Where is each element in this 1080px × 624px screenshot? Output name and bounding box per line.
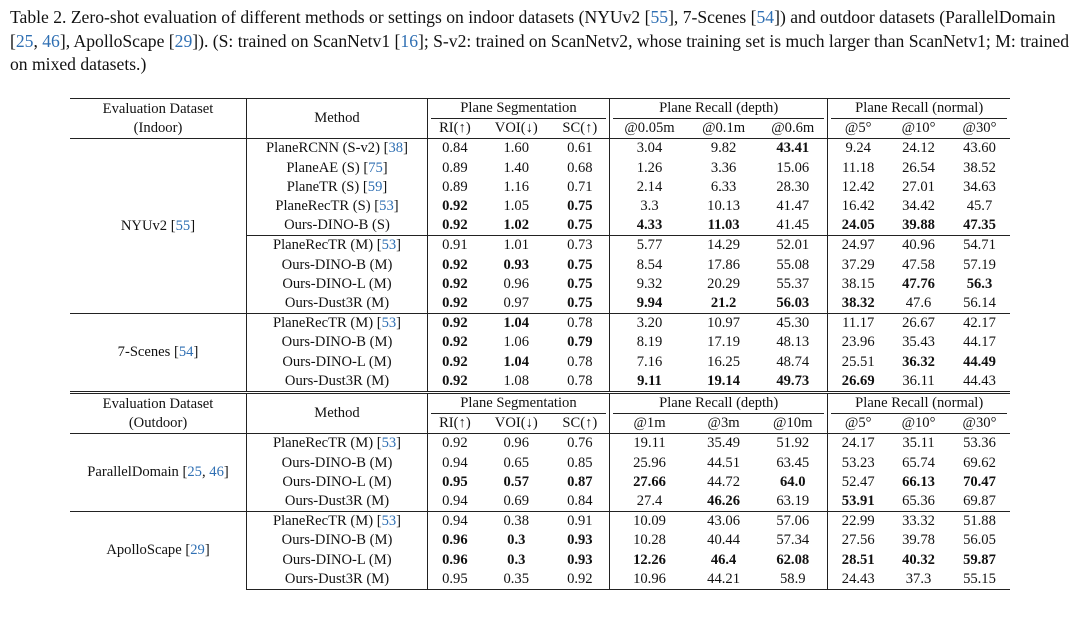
metric-value: 1.04	[482, 314, 551, 334]
metric-value: 0.92	[551, 570, 610, 590]
metric-value: 1.16	[503, 178, 530, 195]
metric-value: 28.51	[828, 551, 888, 570]
metric-value: 17.19	[707, 334, 741, 351]
metric-value: 37.3	[888, 570, 949, 590]
metric-value: 35.43	[902, 334, 935, 351]
method-name: Ours-Dust3R (M)	[247, 372, 428, 393]
metric-value: 41.47	[776, 198, 810, 215]
dataset-name: ParallelDomain [25, 46]	[70, 434, 247, 512]
metric-value: 0.97	[503, 295, 530, 312]
metric-value: 55.08	[776, 256, 810, 273]
citation-link[interactable]: 53	[379, 198, 394, 215]
metric-value: 0.91	[551, 512, 610, 532]
metric-value: 38.32	[828, 294, 888, 314]
metric-value: 28.30	[776, 178, 810, 195]
citation-link[interactable]: 29	[174, 30, 193, 51]
outdoor-header-row	[70, 393, 1010, 415]
method-name: PlaneRecTR (M) [53]	[247, 512, 428, 532]
metric-value: 69.62	[963, 454, 996, 471]
metric-column-header: SC(↑)	[562, 120, 598, 137]
method-name: Ours-Dust3R (M)	[247, 570, 428, 590]
metric-value: 26.67	[888, 314, 949, 334]
citation-link[interactable]: 16	[400, 30, 418, 51]
metric-column-header: @1m	[609, 414, 689, 434]
metric-column-header: @10°	[901, 120, 936, 137]
metric-value: 11.18	[828, 159, 888, 178]
metric-column-header: @0.1m	[702, 120, 746, 137]
metric-value: 44.72	[707, 473, 741, 490]
metric-value: 44.51	[707, 454, 741, 471]
metric-value: 47.58	[902, 256, 935, 273]
metric-value: 40.44	[707, 532, 741, 549]
metric-value: 39.88	[902, 217, 935, 234]
indoor-header-row	[70, 99, 1010, 120]
metric-value: 25.51	[828, 353, 888, 372]
metric-value: 2.14	[609, 178, 689, 197]
metric-value: 24.43	[828, 570, 888, 590]
metric-value: 0.75	[567, 275, 593, 292]
metric-value: 57.34	[776, 532, 810, 549]
metric-value: 34.63	[963, 178, 996, 195]
metric-value: 1.26	[609, 159, 689, 178]
metric-value: 0.92	[428, 275, 482, 294]
metric-value: 48.74	[776, 353, 810, 370]
metric-column-header: @10m	[773, 415, 813, 432]
metric-value: 0.96	[503, 275, 530, 292]
metric-value: 36.11	[902, 372, 935, 389]
method-name: PlaneRecTR (M) [53]	[247, 236, 428, 256]
metric-value: 41.45	[776, 217, 810, 234]
metric-value: 27.4	[609, 492, 689, 512]
metric-value: 35.11	[888, 434, 949, 454]
table-row	[70, 512, 1010, 532]
metric-value: 3.20	[609, 314, 689, 334]
table-row	[70, 139, 1010, 159]
metric-value: 0.78	[567, 372, 593, 389]
metric-value: 46.4	[710, 551, 737, 568]
metric-column-header: @5°	[828, 119, 888, 139]
metric-value: 0.78	[567, 353, 593, 370]
metric-value: 65.36	[902, 493, 935, 510]
metric-value: 8.19	[609, 333, 689, 352]
metric-value: 24.17	[828, 434, 888, 454]
method-name: Ours-DINO-B (M)	[247, 454, 428, 473]
metric-value: 0.96	[428, 551, 482, 570]
method-name: Ours-DINO-L (M)	[247, 275, 428, 294]
metric-value: 53.91	[828, 492, 888, 512]
metric-value: 54.71	[949, 236, 1010, 256]
metric-value: 47.76	[902, 275, 935, 292]
metric-value: 0.92	[428, 197, 482, 216]
method-name: Ours-DINO-L (M)	[247, 473, 428, 492]
metric-group-header: Plane Segmentation	[428, 99, 610, 120]
metric-value: 3.3	[609, 197, 689, 216]
metric-column-header: @0.05m	[609, 119, 689, 139]
metric-value: 0.35	[482, 570, 551, 590]
metric-value: 53.36	[949, 434, 1010, 454]
metric-value: 15.06	[776, 159, 810, 176]
citation-link[interactable]: 29	[190, 542, 205, 559]
metric-value: 0.85	[567, 454, 593, 471]
metric-value: 0.69	[503, 493, 530, 510]
metric-value: 44.21	[689, 570, 758, 590]
metric-value: 47.35	[963, 217, 996, 234]
metric-value: 1.01	[482, 236, 551, 256]
metric-value: 1.04	[503, 353, 530, 370]
metric-value: 0.3	[507, 551, 526, 568]
metric-value: 37.29	[828, 256, 888, 275]
metric-value: 70.47	[963, 473, 996, 490]
metric-value: 1.02	[503, 217, 530, 234]
table-row	[70, 434, 1010, 454]
metric-group-header: Plane Recall (depth)	[609, 99, 827, 120]
metric-value: 27.01	[902, 178, 935, 195]
metric-value: 55.37	[776, 275, 810, 292]
method-name: PlaneRCNN (S-v2) [38]	[247, 139, 428, 159]
metric-value: 0.93	[567, 551, 593, 568]
metric-value: 0.93	[567, 532, 593, 549]
metric-value: 36.32	[902, 353, 935, 370]
dataset-header: Evaluation Dataset (Outdoor)	[70, 393, 247, 434]
metric-value: 9.11	[609, 372, 689, 393]
metric-value: 0.94	[428, 492, 482, 512]
metric-value: 48.13	[776, 334, 810, 351]
metric-value: 57.19	[963, 256, 996, 273]
citation-link[interactable]: 75	[368, 159, 383, 176]
metric-value: 57.06	[758, 512, 828, 532]
metric-value: 3.36	[710, 159, 737, 176]
metric-value: 10.28	[609, 531, 689, 550]
dataset-header: Evaluation Dataset (Indoor)	[70, 99, 247, 139]
metric-value: 24.97	[828, 236, 888, 256]
metric-value: 40.96	[888, 236, 949, 256]
citation-link[interactable]: 46	[209, 464, 224, 481]
metric-value: 5.77	[609, 236, 689, 256]
method-name: Ours-DINO-L (M)	[247, 551, 428, 570]
metric-value: 0.92	[428, 216, 482, 236]
metric-value: 9.94	[609, 294, 689, 314]
method-name: PlaneAE (S) [75]	[247, 159, 428, 178]
metric-value: 0.84	[428, 139, 482, 159]
method-header: Method	[247, 99, 428, 139]
metric-value: 39.78	[902, 532, 935, 549]
metric-value: 24.05	[828, 216, 888, 236]
citation-link[interactable]: 46	[42, 30, 60, 51]
metric-value: 0.95	[428, 570, 482, 590]
metric-value: 4.33	[609, 216, 689, 236]
metric-value: 0.75	[567, 295, 593, 312]
metric-column-header: SC(↑)	[562, 415, 598, 432]
metric-value: 44.17	[963, 334, 996, 351]
metric-value: 0.87	[567, 473, 593, 490]
table-caption: Table 2. Zero-shot evaluation of different methods or settings on indoor datasets (NYUv2 [55], 7-Scenes [54]) and outdoor datasets (ParallelDomain [25, 46], ApolloScape [29]). (S: trained on ScanNetv1 [16]; S-v2: trained on ScanNetv2, whose training set is much larger than ScanNetv1; M: trained on mixed datasets.)	[10, 7, 1069, 74]
metric-value: 51.92	[758, 434, 828, 454]
metric-value: 46.26	[707, 493, 741, 510]
method-name: PlaneRecTR (M) [53]	[247, 314, 428, 334]
metric-value: 40.32	[902, 551, 935, 568]
metric-value: 59.87	[963, 551, 996, 568]
metric-value: 16.25	[707, 353, 741, 370]
metric-value: 12.26	[609, 551, 689, 570]
metric-value: 47.6	[905, 295, 932, 312]
metric-value: 0.91	[428, 236, 482, 256]
metric-value: 0.71	[567, 178, 593, 195]
metric-value: 56.03	[776, 295, 810, 312]
method-name: Ours-DINO-B (M)	[247, 531, 428, 550]
method-name: Ours-DINO-B (S)	[247, 216, 428, 236]
metric-value: 0.92	[428, 372, 482, 393]
metric-value: 65.74	[902, 454, 935, 471]
citation-link[interactable]: 25	[15, 30, 34, 51]
metric-value: 0.92	[428, 353, 482, 372]
metric-column-header: RI(↑)	[428, 119, 482, 139]
metric-value: 0.3	[507, 532, 526, 549]
method-name: Ours-DINO-B (M)	[247, 256, 428, 275]
metric-column-header: @30°	[962, 120, 997, 137]
metric-value: 1.05	[503, 198, 530, 215]
dataset-name: ApolloScape [29]	[70, 512, 247, 590]
metric-value: 0.96	[428, 531, 482, 550]
metric-value: 0.84	[567, 493, 593, 510]
metric-column-header: @3m	[707, 415, 740, 432]
metric-value: 0.94	[428, 512, 482, 532]
metric-value: 27.56	[828, 531, 888, 550]
metric-value: 66.13	[902, 473, 935, 490]
metric-value: 56.3	[966, 275, 993, 292]
metric-value: 63.19	[776, 493, 810, 510]
metric-value: 26.54	[902, 159, 935, 176]
metric-column-header: @0.6m	[771, 120, 815, 137]
metric-value: 0.76	[551, 434, 610, 454]
metric-value: 0.92	[428, 294, 482, 314]
metric-value: 19.11	[609, 434, 689, 454]
citation-link[interactable]: 54	[178, 344, 194, 361]
metric-value: 0.75	[567, 217, 593, 234]
metric-value: 35.49	[689, 434, 758, 454]
metric-value: 17.86	[707, 256, 741, 273]
metric-column-header: @10°	[901, 415, 936, 432]
metric-value: 44.43	[963, 372, 996, 389]
method-name: Ours-Dust3R (M)	[247, 492, 428, 512]
metric-value: 11.03	[707, 217, 740, 234]
metric-value: 14.29	[689, 236, 758, 256]
metric-value: 0.94	[428, 454, 482, 473]
citation-link[interactable]: 54	[756, 7, 775, 27]
metric-value: 10.13	[707, 198, 741, 215]
metric-value: 1.08	[503, 372, 530, 389]
metric-value: 43.60	[949, 139, 1010, 159]
metric-value: 0.93	[503, 256, 530, 273]
metric-value: 45.7	[966, 198, 993, 215]
dataset-name: NYUv2 [55]	[70, 139, 247, 314]
metric-value: 25.96	[609, 454, 689, 473]
metric-value: 0.78	[551, 314, 610, 334]
metric-value: 22.99	[828, 512, 888, 532]
metric-value: 3.04	[609, 139, 689, 159]
method-header: Method	[247, 393, 428, 434]
metric-column-header: VOI(↓)	[494, 120, 538, 137]
metric-value: 69.87	[963, 493, 996, 510]
dataset-name: 7-Scenes [54]	[70, 314, 247, 393]
metric-value: 11.17	[828, 314, 888, 334]
metric-value: 27.66	[609, 473, 689, 492]
metric-group-header: Plane Recall (depth)	[609, 393, 827, 415]
metric-group-header: Plane Recall (normal)	[828, 99, 1010, 120]
metric-value: 38.15	[828, 275, 888, 294]
citation-link[interactable]: 55	[650, 7, 669, 27]
metric-value: 43.41	[758, 139, 828, 159]
metric-value: 43.06	[689, 512, 758, 532]
metric-value: 34.42	[902, 198, 935, 215]
metric-value: 19.14	[707, 372, 741, 389]
metric-value: 16.42	[828, 197, 888, 216]
citation-link[interactable]: 55	[175, 217, 191, 234]
metric-value: 52.47	[828, 473, 888, 492]
method-name: PlaneRecTR (M) [53]	[247, 434, 428, 454]
metric-value: 12.42	[828, 178, 888, 197]
metric-value: 24.12	[888, 139, 949, 159]
metric-value: 10.09	[609, 512, 689, 532]
metric-column-header: @30°	[962, 415, 997, 432]
metric-value: 56.05	[963, 532, 996, 549]
citation-link[interactable]: 53	[381, 237, 397, 254]
citation-link[interactable]: 53	[381, 513, 397, 530]
metric-group-header: Plane Recall (normal)	[828, 393, 1010, 415]
metric-value: 0.92	[428, 314, 482, 334]
metric-group-header: Plane Segmentation	[428, 393, 610, 415]
citation-link[interactable]: 53	[381, 315, 397, 332]
metric-value: 0.75	[567, 198, 593, 215]
citation-link[interactable]: 38	[388, 140, 404, 157]
metric-value: 55.15	[949, 570, 1010, 590]
metric-value: 0.92	[428, 256, 482, 275]
method-name: Ours-DINO-L (M)	[247, 353, 428, 372]
method-name: PlaneRecTR (S) [53]	[247, 197, 428, 216]
metric-column-header: RI(↑)	[428, 414, 482, 434]
metric-value: 0.75	[567, 256, 593, 273]
metric-value: 49.73	[776, 372, 810, 389]
metric-value: 38.52	[963, 159, 996, 176]
metric-value: 0.89	[428, 159, 482, 178]
citation-link[interactable]: 25	[187, 464, 202, 481]
metric-value: 7.16	[609, 353, 689, 372]
metric-value: 33.32	[888, 512, 949, 532]
metric-value: 0.57	[503, 473, 530, 490]
metric-value: 52.01	[758, 236, 828, 256]
metric-value: 20.29	[707, 275, 741, 292]
metric-value: 6.33	[710, 178, 737, 195]
metric-value: 1.40	[503, 159, 530, 176]
metric-value: 10.97	[689, 314, 758, 334]
table-row	[70, 314, 1010, 334]
metric-value: 42.17	[949, 314, 1010, 334]
metric-value: 44.49	[963, 353, 996, 370]
metric-value: 23.96	[828, 333, 888, 352]
citation-link[interactable]: 59	[367, 178, 383, 195]
metric-value: 8.54	[609, 256, 689, 275]
metric-value: 63.45	[776, 454, 810, 471]
metric-value: 0.61	[551, 139, 610, 159]
metric-value: 9.24	[828, 139, 888, 159]
metric-value: 0.96	[482, 434, 551, 454]
metric-value: 45.30	[758, 314, 828, 334]
metric-value: 0.65	[503, 454, 530, 471]
metric-value: 0.68	[567, 159, 593, 176]
metric-value: 51.88	[949, 512, 1010, 532]
metric-value: 0.38	[482, 512, 551, 532]
citation-link[interactable]: 53	[381, 435, 397, 452]
metric-value: 9.82	[689, 139, 758, 159]
metric-value: 21.2	[710, 295, 737, 312]
metric-value: 0.92	[428, 434, 482, 454]
metric-value: 0.92	[428, 333, 482, 352]
metric-column-header: @5°	[828, 414, 888, 434]
metric-value: 64.0	[779, 473, 806, 490]
metric-value: 58.9	[758, 570, 828, 590]
metric-value: 10.96	[609, 570, 689, 590]
metric-value: 0.95	[428, 473, 482, 492]
metric-column-header: VOI(↓)	[494, 415, 538, 432]
results-table	[70, 98, 1010, 590]
metric-value: 0.89	[428, 178, 482, 197]
metric-value: 56.14	[963, 295, 996, 312]
metric-value: 0.73	[551, 236, 610, 256]
metric-value: 1.06	[503, 334, 530, 351]
method-name: PlaneTR (S) [59]	[247, 178, 428, 197]
metric-value: 53.23	[828, 454, 888, 473]
method-name: Ours-DINO-B (M)	[247, 333, 428, 352]
metric-value: 26.69	[828, 372, 888, 393]
method-name: Ours-Dust3R (M)	[247, 294, 428, 314]
metric-value: 0.79	[567, 334, 593, 351]
metric-value: 62.08	[776, 551, 810, 568]
metric-value: 9.32	[609, 275, 689, 294]
metric-value: 1.60	[482, 139, 551, 159]
